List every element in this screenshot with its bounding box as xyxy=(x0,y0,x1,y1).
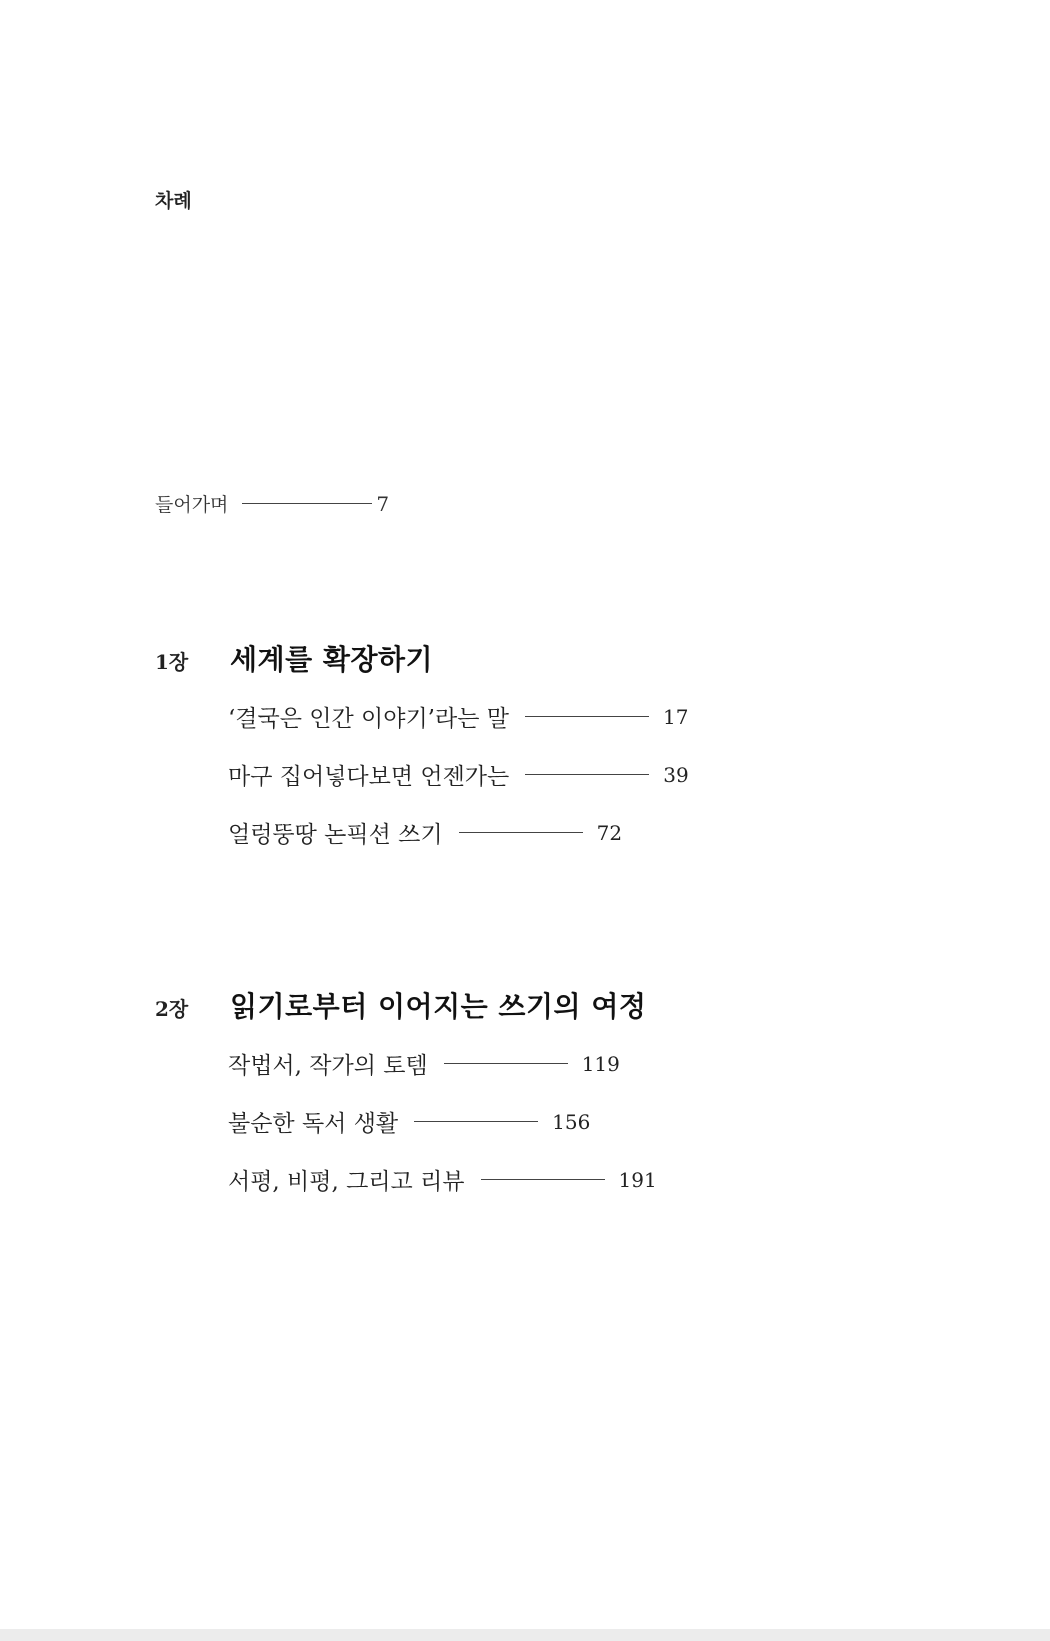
page-number: 39 xyxy=(663,762,689,787)
entry-label: 들어가며 xyxy=(155,494,229,516)
chapter-title: 읽기로부터 이어지는 쓰기의 여정 xyxy=(230,990,647,1023)
bottom-edge-bar xyxy=(0,1629,1050,1641)
entry-label: 불순한 독서 생활 xyxy=(228,1111,399,1137)
dot-leader xyxy=(444,1063,568,1064)
dot-leader xyxy=(459,832,583,833)
page-number: 17 xyxy=(662,704,689,729)
page-number: 119 xyxy=(581,1051,620,1076)
entry-label: 마구 집어넣다보면 언젠가는 xyxy=(228,764,510,790)
dot-leader xyxy=(525,774,649,775)
dot-leader xyxy=(525,716,649,717)
toc-entry[interactable] xyxy=(228,1105,590,1138)
chapter-number: 1장 xyxy=(155,650,189,674)
page-number: 72 xyxy=(596,820,623,845)
toc-entry[interactable] xyxy=(228,758,689,791)
page-number: 191 xyxy=(618,1167,657,1192)
dot-leader xyxy=(481,1179,605,1180)
entry-label: ‘결국은 인간 이야기’라는 말 xyxy=(228,706,509,732)
chapter-title: 세계를 확장하기 xyxy=(230,643,434,676)
entry-label: 서평, 비평, 그리고 리뷰 xyxy=(228,1169,465,1195)
toc-entry-intro[interactable] xyxy=(155,490,389,517)
toc-entry[interactable] xyxy=(228,700,688,733)
chapter-heading-2[interactable] xyxy=(155,985,646,1025)
entry-label: 얼렁뚱땅 논픽션 쓰기 xyxy=(228,822,443,848)
page-number: 156 xyxy=(552,1109,591,1134)
chapter-heading-1[interactable] xyxy=(155,638,433,678)
page-number: 7 xyxy=(376,491,390,516)
dot-leader xyxy=(242,503,372,504)
toc-entry[interactable] xyxy=(228,1047,620,1080)
dot-leader xyxy=(414,1121,538,1122)
toc-entry[interactable] xyxy=(228,1163,657,1196)
page-title: 차례 xyxy=(155,190,192,212)
chapter-number: 2장 xyxy=(155,997,189,1021)
toc-entry[interactable] xyxy=(228,816,622,849)
entry-label: 작법서, 작가의 토템 xyxy=(228,1053,428,1079)
